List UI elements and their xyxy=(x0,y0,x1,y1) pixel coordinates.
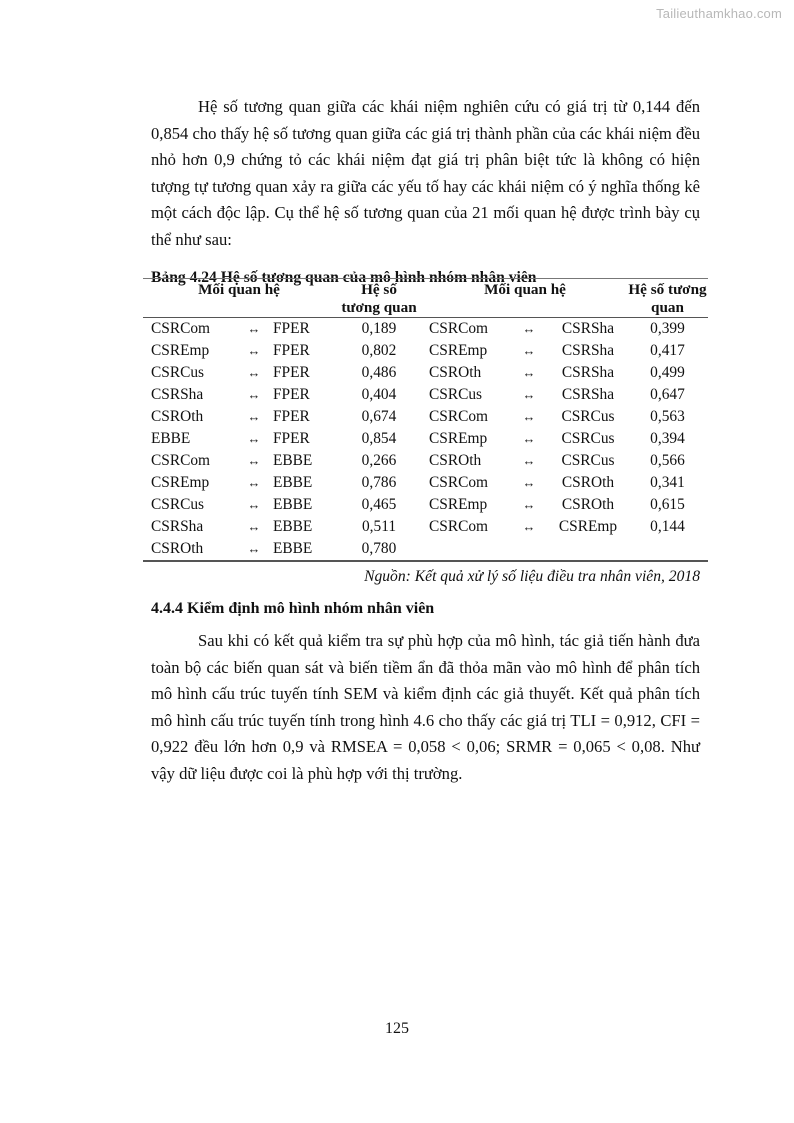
coef-left-value: 0,511 xyxy=(361,518,397,535)
table-row xyxy=(143,450,708,472)
coef-right-value: 0,566 xyxy=(650,452,685,469)
arrow-icon-right: ↔ xyxy=(522,431,536,446)
header-coef-left xyxy=(335,279,423,318)
coef-right-value: 0,341 xyxy=(650,474,685,491)
coef-left-value: 0,465 xyxy=(361,496,397,513)
arrow-icon-right: ↔ xyxy=(522,475,536,490)
relation-right-var1: CSRCom xyxy=(429,408,489,425)
page-number: 125 xyxy=(385,1020,409,1037)
table-header-row xyxy=(143,279,708,318)
relation-left-var2: EBBE xyxy=(273,474,313,491)
relation-right-var1: CSREmp xyxy=(429,496,488,513)
coef-left-value: 0,780 xyxy=(361,540,397,557)
relation-right-var2: CSRSha xyxy=(561,320,615,337)
relation-left-var1: CSRCus xyxy=(151,364,205,381)
relation-left-var2: EBBE xyxy=(273,518,313,535)
coef-left-value: 0,674 xyxy=(361,408,397,425)
table-row xyxy=(143,362,708,384)
relation-left-var1: CSRCus xyxy=(151,496,205,513)
table-row xyxy=(143,516,708,538)
relation-right-var1: CSRCom xyxy=(429,474,489,491)
header-coef-right-line2: quan xyxy=(651,299,684,316)
arrow-icon-left: ↔ xyxy=(247,497,261,512)
arrow-icon-left: ↔ xyxy=(247,365,261,380)
relation-right-var2: CSROth xyxy=(561,496,615,513)
arrow-icon-left: ↔ xyxy=(247,321,261,336)
arrow-icon-right: ↔ xyxy=(522,519,536,534)
arrow-icon-left: ↔ xyxy=(247,343,261,358)
relation-left-var2: FPER xyxy=(273,342,310,359)
relation-left-var2: FPER xyxy=(273,430,310,447)
intro-paragraph: Hệ số tương quan giữa các khái niệm nghiên cứu có giá trị từ 0,144 đến 0,854 cho thấy hệ số tương quan giữa các giá trị thành phần của các khái niệm đều nhỏ hơn 0,9 chứng tỏ các khái niệm đạt giá trị phân biệt tức là không có hiện tượng tự tương quan xảy ra giữa các yếu tố hay các khái niệm có ý nghĩa thống kê một cách độc lập. Cụ thể hệ số tương quan của 21 mối quan hệ được trình bày cụ thể như sau: xyxy=(151,97,700,249)
arrow-icon-left: ↔ xyxy=(247,409,261,424)
relation-right-var2: CSRSha xyxy=(561,364,615,381)
table-source-note: Nguồn: Kết quả xử lý số liệu điều tra nhân viên, 2018 xyxy=(364,568,700,585)
body-paragraph: Sau khi có kết quả kiểm tra sự phù hợp của mô hình, tác giả tiến hành đưa toàn bộ các biến quan sát và biến tiềm ẩn đã thỏa mãn vào mô hình để phân tích mô hình cấu trúc tuyến tính SEM và kiểm định các giả thuyết. Kết quả phân tích mô hình cấu trúc tuyến tính trong hình 4.6 cho thấy các giá trị TLI = 0,912, CFI = 0,922 đều lớn hơn 0,9 và RMSEA = 0,058 < 0,06; SRMR = 0,065 < 0,08. Như vậy dữ liệu được coi là phù hợp với thị trường. xyxy=(151,631,700,783)
relation-right-var1: CSRCom xyxy=(429,320,489,337)
table-caption: Bảng 4.24 Hệ số tương quan của mô hình nhóm nhân viên xyxy=(151,268,537,286)
relation-right-var1: CSROth xyxy=(429,452,482,469)
coef-right-value: 0,144 xyxy=(650,518,685,535)
arrow-icon-right: ↔ xyxy=(522,497,536,512)
relation-right-var2: CSRCus xyxy=(561,430,615,447)
relation-left-var1: CSREmp xyxy=(151,342,210,359)
relation-left-var2: FPER xyxy=(273,364,310,381)
relation-right-var2: CSROth xyxy=(561,474,615,491)
coef-left-value: 0,486 xyxy=(361,364,397,381)
arrow-icon-left: ↔ xyxy=(247,541,261,556)
relation-right-var1: CSRCus xyxy=(429,386,483,403)
table-body xyxy=(143,318,708,562)
header-coef-left-line2: tương quan xyxy=(341,299,417,316)
relation-left-var1: CSRSha xyxy=(151,518,204,535)
arrow-icon-left: ↔ xyxy=(247,519,261,534)
table-row xyxy=(143,384,708,406)
relation-left-var2: FPER xyxy=(273,408,310,425)
table-row xyxy=(143,494,708,516)
relation-right-var2: CSRSha xyxy=(561,342,615,359)
intro-section xyxy=(151,94,700,288)
arrow-icon-right: ↔ xyxy=(522,453,536,468)
arrow-icon-right: ↔ xyxy=(522,321,536,336)
relation-left-var1: CSROth xyxy=(151,408,204,425)
arrow-icon-right: ↔ xyxy=(522,387,536,402)
relation-left-var1: EBBE xyxy=(151,430,191,447)
relation-right-var1 xyxy=(423,538,509,561)
coef-right-value: 0,499 xyxy=(650,364,685,381)
coef-right-value: 0,647 xyxy=(650,386,685,403)
relation-right-var2: CSRSha xyxy=(561,386,615,403)
table-row xyxy=(143,406,708,428)
coef-right-value: 0,563 xyxy=(650,408,685,425)
arrow-icon-left: ↔ xyxy=(247,453,261,468)
relation-left-var1: CSREmp xyxy=(151,474,210,491)
header-coef-left-line1: Hệ số xyxy=(361,281,397,298)
arrow-icon-right xyxy=(509,538,549,561)
coef-left-value: 0,802 xyxy=(361,342,397,359)
coef-left-value: 0,786 xyxy=(361,474,397,491)
coef-left-value: 0,189 xyxy=(361,320,397,337)
relation-left-var1: CSRCom xyxy=(151,320,211,337)
coef-right-value: 0,615 xyxy=(650,496,685,513)
relation-left-var1: CSROth xyxy=(151,540,204,557)
table-row xyxy=(143,340,708,362)
relation-left-var2: EBBE xyxy=(273,496,313,513)
relation-right-var1: CSREmp xyxy=(429,342,488,359)
watermark: Tailieuthamkhao.com xyxy=(656,6,782,21)
section-heading: 4.4.4 Kiểm định mô hình nhóm nhân viên xyxy=(151,600,435,617)
correlation-table xyxy=(143,278,708,562)
relation-right-var2: CSRCus xyxy=(561,408,615,425)
arrow-icon-right: ↔ xyxy=(522,343,536,358)
arrow-icon-left: ↔ xyxy=(247,431,261,446)
header-relation-left: Mối quan hệ xyxy=(198,281,280,298)
relation-right-var1: CSRCom xyxy=(429,518,489,535)
header-relation-right: Mối quan hệ xyxy=(484,281,566,298)
arrow-icon-right: ↔ xyxy=(522,365,536,380)
coef-left-value: 0,854 xyxy=(361,430,397,447)
body-section xyxy=(151,628,700,788)
header-coef-right-line1: Hệ số tương xyxy=(628,281,707,298)
relation-left-var2: EBBE xyxy=(273,452,313,469)
table-row xyxy=(143,318,708,341)
relation-right-var1: CSREmp xyxy=(429,430,488,447)
relation-left-var1: CSRCom xyxy=(151,452,211,469)
coef-left-value: 0,266 xyxy=(361,452,397,469)
relation-left-var1: CSRSha xyxy=(151,386,204,403)
relation-right-var2 xyxy=(549,538,627,561)
coef-right-value: 0,417 xyxy=(650,342,685,359)
arrow-icon-left: ↔ xyxy=(247,475,261,490)
coef-left-value: 0,404 xyxy=(361,386,397,403)
table-row xyxy=(143,472,708,494)
arrow-icon-left: ↔ xyxy=(247,387,261,402)
relation-right-var2: CSREmp xyxy=(558,518,618,535)
arrow-icon-right: ↔ xyxy=(522,409,536,424)
relation-right-var2: CSRCus xyxy=(561,452,615,469)
coef-right-value xyxy=(627,538,708,561)
coef-right-value: 0,399 xyxy=(650,320,685,337)
coef-right-value: 0,394 xyxy=(650,430,685,447)
table-row xyxy=(143,428,708,450)
header-coef-right xyxy=(627,279,708,318)
relation-left-var2: EBBE xyxy=(273,540,313,557)
relation-left-var2: FPER xyxy=(273,320,310,337)
relation-right-var1: CSROth xyxy=(429,364,482,381)
relation-left-var2: FPER xyxy=(273,386,310,403)
table-row xyxy=(143,538,708,561)
